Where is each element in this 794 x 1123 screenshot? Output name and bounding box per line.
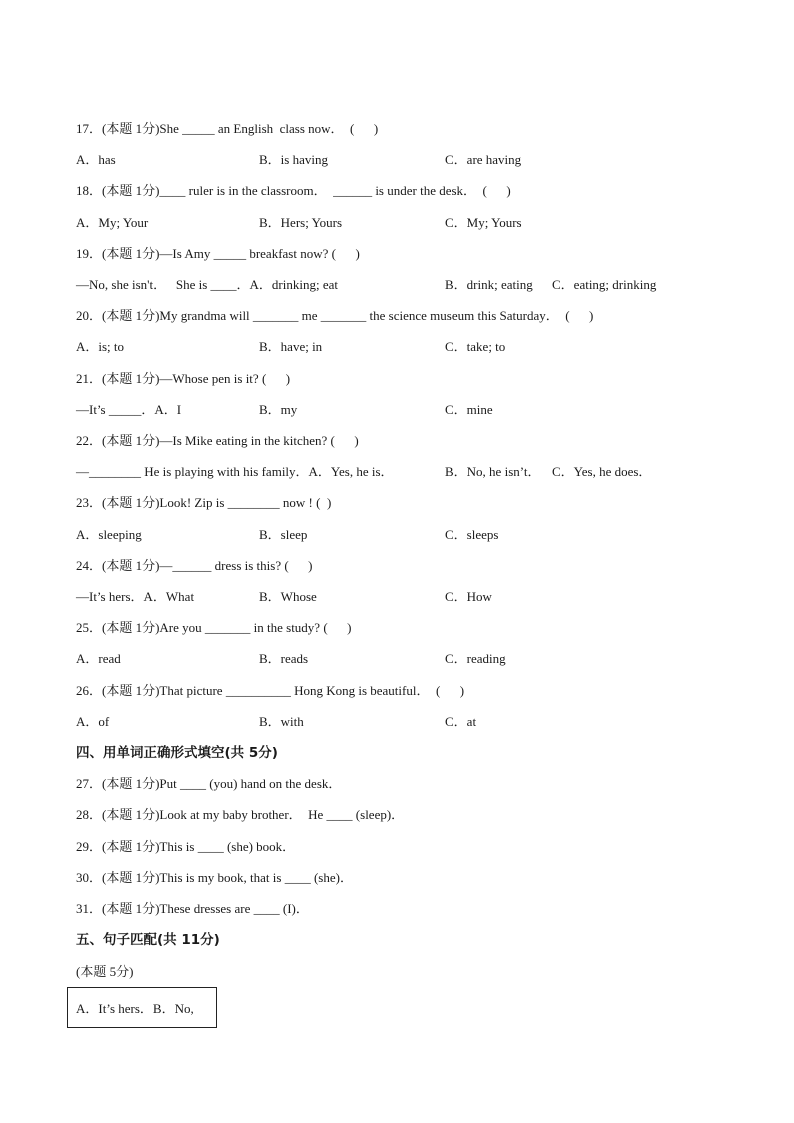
section-4-heading: 四、用单词正确形式填空(共 5分): [76, 745, 278, 761]
question-25-option-c[interactable]: C．reading: [445, 651, 506, 666]
question-21-option-b[interactable]: B．my: [259, 402, 298, 417]
question-25-option-b[interactable]: B．reads: [259, 651, 309, 666]
question-24-option-c[interactable]: C．How: [445, 589, 492, 604]
matching-options-text: A．It’s hers．B．No,: [76, 1001, 194, 1016]
question-17-option-b[interactable]: B．is having: [259, 152, 328, 167]
section-5-note: (本题 5分): [76, 964, 134, 979]
question-30: 30．(本题 1分)This is my book, that is ____ (she)．: [76, 870, 353, 885]
question-22-option-c[interactable]: C．Yes, he does．: [552, 464, 652, 479]
question-21-answer-line: —It’s _____．A．I: [76, 402, 182, 417]
question-26-option-c[interactable]: C．at: [445, 714, 477, 729]
question-29: 29．(本题 1分)This is ____ (she) book．: [76, 839, 296, 854]
question-23-option-b[interactable]: B．sleep: [259, 527, 308, 542]
question-17-option-c[interactable]: C．are having: [445, 152, 522, 167]
question-26-stem: 26．(本题 1分)That picture __________ Hong Kong is beautiful． ( ): [76, 683, 465, 698]
question-18-option-a[interactable]: A．My; Your: [76, 215, 149, 230]
question-20-stem: 20．(本题 1分)My grandma will _______ me _______ the science museum this Saturday． ( ): [76, 308, 594, 323]
question-19-option-c[interactable]: C．eating; drinking: [552, 277, 657, 292]
question-22-answer-line: —________ He is playing with his family．A．Yes, he is．: [76, 464, 394, 479]
question-31: 31．(本题 1分)These dresses are ____ (I)．: [76, 901, 309, 916]
question-18-option-b[interactable]: B．Hers; Yours: [259, 215, 343, 230]
question-24-stem: 24．(本题 1分)—______ dress is this? ( ): [76, 558, 313, 573]
question-20-option-c[interactable]: C．take; to: [445, 339, 506, 354]
question-21-stem: 21．(本题 1分)—Whose pen is it? ( ): [76, 371, 291, 386]
question-23-option-c[interactable]: C．sleeps: [445, 527, 499, 542]
question-20-option-b[interactable]: B．have; in: [259, 339, 323, 354]
question-19-stem: 19．(本题 1分)—Is Amy _____ breakfast now? ( ): [76, 246, 360, 261]
question-25-option-a[interactable]: A．read: [76, 651, 121, 666]
question-22-option-b[interactable]: B．No, he isn’t．: [445, 464, 541, 479]
question-26-option-a[interactable]: A．of: [76, 714, 110, 729]
question-20-option-a[interactable]: A．is; to: [76, 339, 125, 354]
question-22-stem: 22．(本题 1分)—Is Mike eating in the kitchen? ( ): [76, 433, 359, 448]
question-27: 27．(本题 1分)Put ____ (you) hand on the desk．: [76, 776, 342, 791]
question-23-option-a[interactable]: A．sleeping: [76, 527, 142, 542]
question-18-stem: 18．(本题 1分)____ ruler is in the classroom． ______ is under the desk． ( ): [76, 183, 511, 198]
question-21-option-c[interactable]: C．mine: [445, 402, 493, 417]
matching-options-box: [67, 987, 217, 1028]
question-23-stem: 23．(本题 1分)Look! Zip is ________ now ! ( ): [76, 495, 332, 510]
question-24-option-b[interactable]: B．Whose: [259, 589, 317, 604]
question-19-answer-line: —No, she isn't． She is ____．A．drinking; eat: [76, 277, 338, 292]
question-17-stem: 17．(本题 1分)She _____ an English class now． ( ): [76, 121, 379, 136]
question-24-answer-line: —It’s hers．A．What: [76, 589, 195, 604]
section-5-heading: 五、句子匹配(共 11分): [76, 932, 220, 948]
question-26-option-b[interactable]: B．with: [259, 714, 304, 729]
question-28: 28．(本题 1分)Look at my baby brother． He ____ (sleep)．: [76, 807, 405, 822]
question-19-option-b[interactable]: B．drink; eating: [445, 277, 533, 292]
question-18-option-c[interactable]: C．My; Yours: [445, 215, 522, 230]
question-17-option-a[interactable]: A．has: [76, 152, 116, 167]
question-25-stem: 25．(本题 1分)Are you _______ in the study? ( ): [76, 620, 352, 635]
